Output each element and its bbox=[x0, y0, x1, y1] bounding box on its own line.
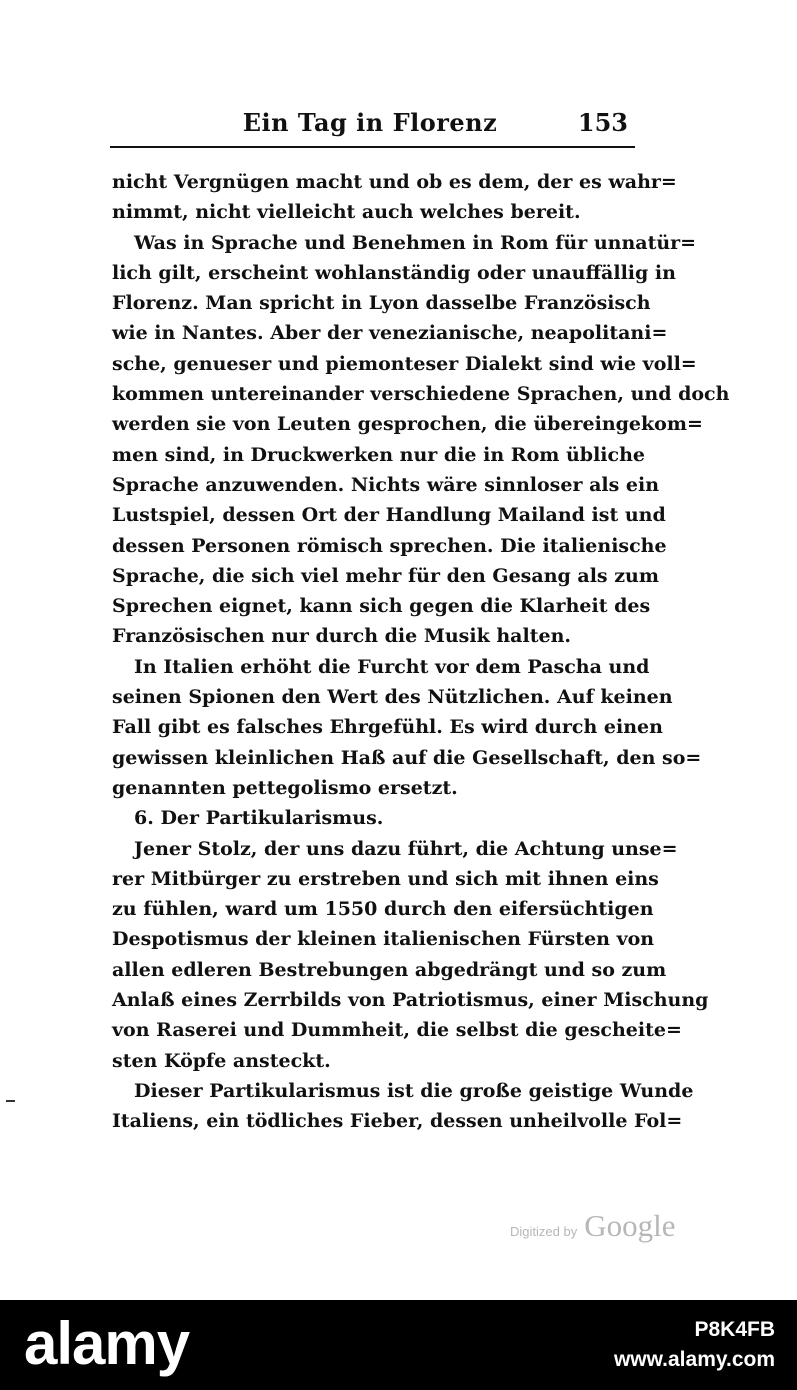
watermark-url: www.alamy.com bbox=[613, 1348, 775, 1371]
text-line: Despotismus der kleinen italienischen Fürsten von bbox=[112, 928, 655, 951]
text-line: sten Köpfe ansteckt. bbox=[112, 1049, 331, 1072]
text-line: von Raserei und Dummheit, die selbst die gescheite= bbox=[112, 1019, 682, 1042]
text-line: dessen Personen römisch sprechen. Die italienische bbox=[112, 534, 667, 557]
digitized-label: Digitized by bbox=[510, 1224, 578, 1239]
page-number: 153 bbox=[577, 108, 628, 137]
text-line: werden sie von Leuten gesprochen, die übereingekom= bbox=[112, 413, 703, 436]
text-line: Anlaß eines Zerrbilds von Patriotismus, einer Mischung bbox=[112, 989, 709, 1012]
google-logo: Google bbox=[584, 1208, 676, 1243]
text-line: Florenz. Man spricht in Lyon dasselbe Französisch bbox=[112, 292, 651, 315]
running-title: Ein Tag in Florenz bbox=[242, 108, 498, 137]
paragraph-start-line: Dieser Partikularismus ist die große geistige Wunde bbox=[134, 1079, 694, 1102]
paragraph-start-line: Jener Stolz, der uns dazu führt, die Achtung unse= bbox=[134, 837, 678, 860]
text-line: Italiens, ein tödliches Fieber, dessen unheilvolle Fol= bbox=[112, 1110, 683, 1133]
alamy-logo: alamy bbox=[24, 1310, 190, 1377]
stray-scan-mark bbox=[6, 1100, 15, 1102]
text-line: wie in Nantes. Aber der venezianische, neapolitani= bbox=[112, 322, 668, 345]
text-line: men sind, in Druckwerken nur die in Rom übliche bbox=[112, 443, 645, 466]
section-heading: 6. Der Partikularismus. bbox=[134, 807, 384, 830]
text-line: zu fühlen, ward um 1550 durch den eifersüchtigen bbox=[112, 898, 654, 921]
image-id: P8K4FB bbox=[694, 1318, 775, 1341]
text-line: Sprache anzuwenden. Nichts wäre sinnloser als ein bbox=[112, 473, 660, 496]
body-text bbox=[112, 167, 730, 1137]
text-line: allen edleren Bestrebungen abgedrängt und so zum bbox=[112, 958, 667, 981]
paragraph-start-line: In Italien erhöht die Furcht vor dem Pascha und bbox=[134, 655, 650, 678]
text-line: genannten pettegolismo ersetzt. bbox=[112, 776, 458, 799]
text-line: gewissen kleinlichen Haß auf die Gesellschaft, den so= bbox=[112, 746, 702, 769]
page-header bbox=[110, 108, 630, 144]
text-line: kommen untereinander verschiedene Sprachen, und doch bbox=[112, 383, 730, 406]
text-line: nimmt, nicht vielleicht auch welches bereit. bbox=[112, 201, 581, 224]
paragraph-start-line: Was in Sprache und Benehmen in Rom für unnatür= bbox=[134, 231, 697, 254]
text-line: Fall gibt es falsches Ehrgefühl. Es wird durch einen bbox=[112, 716, 663, 739]
text-line: rer Mitbürger zu erstreben und sich mit ihnen eins bbox=[112, 867, 659, 890]
text-line: nicht Vergnügen macht und ob es dem, der es wahr= bbox=[112, 171, 677, 193]
text-line: lich gilt, erscheint wohlanständig oder unauffällig in bbox=[112, 261, 676, 284]
digitized-by-google bbox=[510, 1208, 676, 1244]
text-line: Sprechen eignet, kann sich gegen die Klarheit des bbox=[112, 595, 651, 618]
text-line: seinen Spionen den Wert des Nützlichen. Auf keinen bbox=[112, 686, 673, 709]
text-line: Sprache, die sich viel mehr für den Gesang als zum bbox=[112, 564, 659, 587]
text-line: sche, genueser und piemonteser Dialekt sind wie voll= bbox=[112, 352, 697, 375]
text-line: Französischen nur durch die Musik halten. bbox=[112, 625, 572, 648]
text-line: Lustspiel, dessen Ort der Handlung Mailand ist und bbox=[112, 504, 666, 527]
header-rule bbox=[110, 146, 635, 148]
